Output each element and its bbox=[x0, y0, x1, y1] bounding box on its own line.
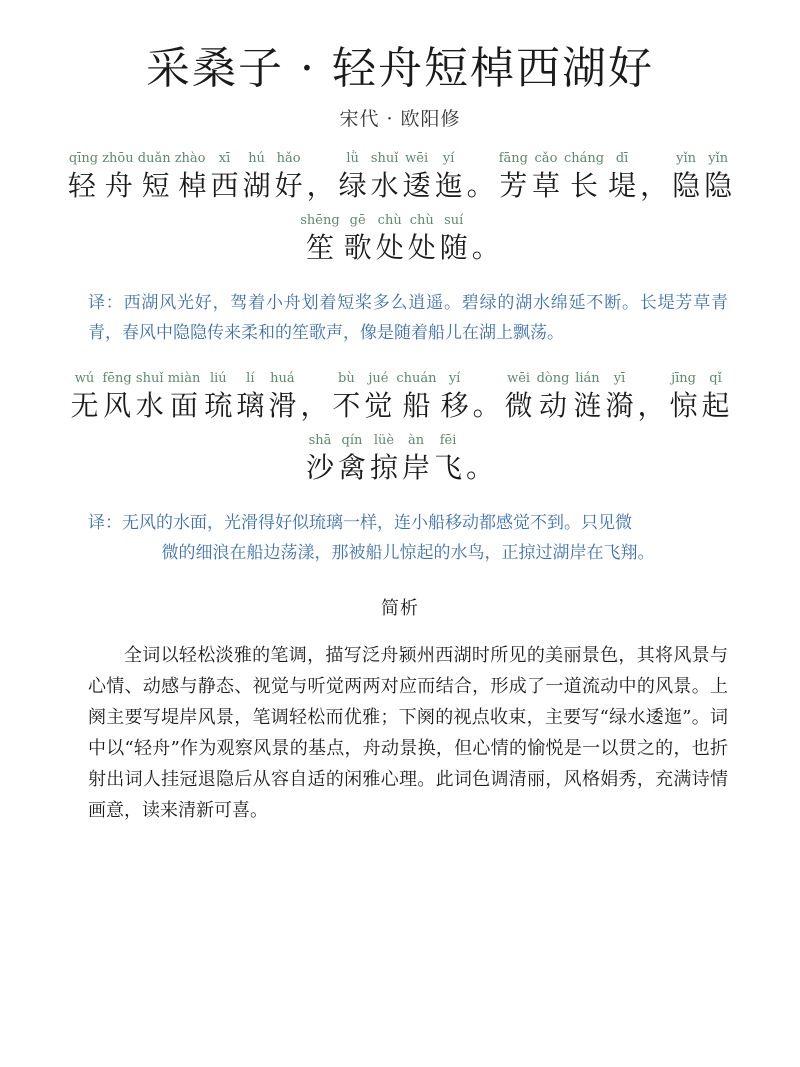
author-line: 宋代 · 欧阳修 bbox=[339, 108, 461, 130]
ruby-segment bbox=[564, 150, 604, 204]
ruby-segment bbox=[499, 150, 528, 204]
pinyin: hǎo bbox=[276, 151, 301, 166]
analysis-body: 全词以轻松淡雅的笔调，描写泛舟颍州西湖时所见的美丽景色，其将风景与心情、动感与静态、视觉与听觉两两对应而结合，形成了一道流动中的风景。上阕主要写堤岸风景，笔调轻松而优雅；下阕的视点收束，主要写“绿水逶迤”。词中以“轻舟”作为观察风景的基点，舟动景换，但心情的愉悦是一以贯之的，也折射出词人挂冠退隐后从容自适的闲雅心理。此词色调清丽，风格娟秀，充满诗情画意，读来清新可喜。 bbox=[88, 645, 728, 821]
ruby-segment bbox=[364, 370, 392, 424]
punctuation: ， bbox=[300, 389, 329, 422]
stanza1-translation: 译：西湖风光好，驾着小舟划着短桨多么逍遥。碧绿的湖水绵延不断。长堤芳草青青，春风中隐隐传来柔和的笙歌声，像是随着船儿在湖上飘荡。 bbox=[88, 293, 728, 343]
ruby-segment bbox=[344, 212, 372, 266]
ruby-row bbox=[0, 150, 800, 204]
pinyin: huá bbox=[270, 371, 295, 386]
ruby-segment bbox=[435, 150, 463, 204]
hanzi: 微 bbox=[504, 389, 533, 422]
punctuation: ， bbox=[306, 169, 335, 202]
ruby-segment bbox=[608, 150, 636, 204]
pinyin: jīng bbox=[671, 371, 696, 386]
hanzi: 禽 bbox=[337, 451, 366, 484]
pinyin: qǐ bbox=[709, 371, 722, 386]
pinyin: shā bbox=[308, 433, 332, 448]
ruby-segment bbox=[441, 370, 469, 424]
ruby-segment bbox=[505, 370, 533, 424]
poem-title: 采桑子 · 轻舟短棹西湖好 bbox=[146, 43, 654, 94]
ruby-segment bbox=[408, 212, 436, 266]
ruby-segment bbox=[243, 150, 271, 204]
ruby-segment bbox=[537, 370, 570, 424]
pinyin: miàn bbox=[167, 371, 201, 386]
hanzi: 轻 舟 短 棹 bbox=[67, 169, 207, 202]
pinyin: bù bbox=[338, 371, 355, 386]
ruby-segment bbox=[306, 432, 334, 486]
ruby-segment bbox=[68, 150, 207, 204]
punctuation: 。 bbox=[471, 231, 500, 264]
ruby-segment bbox=[704, 150, 732, 204]
hanzi: 西 bbox=[210, 169, 239, 202]
pinyin: wú bbox=[74, 371, 95, 386]
pinyin: xī bbox=[218, 151, 231, 166]
hanzi: 涟 bbox=[573, 389, 602, 422]
pinyin: wēi bbox=[405, 151, 429, 166]
pinyin: lüè bbox=[373, 433, 395, 448]
ruby-segment bbox=[672, 150, 700, 204]
pinyin: yí bbox=[448, 371, 461, 386]
ruby-segment bbox=[332, 370, 360, 424]
punctuation: ， bbox=[637, 389, 666, 422]
ruby-row bbox=[0, 432, 800, 486]
stanza1-line2 bbox=[0, 212, 800, 266]
pinyin: suí bbox=[444, 213, 464, 228]
ruby-segment bbox=[605, 370, 633, 424]
hanzi: 掠 bbox=[369, 451, 398, 484]
hanzi: 船 bbox=[402, 389, 431, 422]
hanzi: 风 bbox=[103, 389, 132, 422]
pinyin: cháng bbox=[563, 151, 605, 166]
ruby-row bbox=[0, 370, 800, 424]
pinyin: cǎo bbox=[534, 151, 558, 166]
stanza2-translation-line1: 译：无风的水面，光滑得好似琉璃一样，连小船移动都感觉不到。只见微 bbox=[88, 513, 632, 533]
pinyin: lí bbox=[246, 371, 255, 386]
pinyin: chù bbox=[377, 213, 402, 228]
hanzi: 不 bbox=[332, 389, 361, 422]
ruby-segment bbox=[670, 370, 698, 424]
hanzi: 隐 bbox=[672, 169, 701, 202]
punctuation: ， bbox=[640, 169, 669, 202]
ruby-segment bbox=[204, 370, 232, 424]
hanzi: 面 bbox=[170, 389, 199, 422]
hanzi: 逶 bbox=[402, 169, 431, 202]
ruby-row bbox=[0, 212, 800, 266]
hanzi: 移 bbox=[440, 389, 469, 422]
pinyin: lǜ bbox=[346, 151, 359, 166]
pinyin: fēi bbox=[439, 433, 457, 448]
punctuation: 。 bbox=[472, 389, 501, 422]
hanzi: 随 bbox=[439, 231, 468, 264]
stanza2-line1 bbox=[0, 370, 800, 424]
hanzi: 觉 bbox=[364, 389, 393, 422]
punctuation: 。 bbox=[466, 451, 495, 484]
pinyin: shuǐ bbox=[370, 151, 399, 166]
pinyin: qīng zhōu duǎn zhào bbox=[68, 151, 206, 166]
hanzi: 草 bbox=[531, 169, 560, 202]
hanzi: 起 bbox=[701, 389, 730, 422]
hanzi: 沙 bbox=[305, 451, 334, 484]
hanzi: 岸 bbox=[402, 451, 431, 484]
hanzi: 飞 bbox=[434, 451, 463, 484]
hanzi: 迤 bbox=[434, 169, 463, 202]
pinyin: yǐn bbox=[676, 151, 697, 166]
analysis-heading: 简析 bbox=[381, 598, 419, 619]
pinyin: shuǐ bbox=[135, 371, 164, 386]
ruby-segment bbox=[275, 150, 303, 204]
ruby-segment bbox=[434, 432, 462, 486]
hanzi: 无 bbox=[70, 389, 99, 422]
pinyin: chù bbox=[409, 213, 434, 228]
ruby-segment bbox=[403, 150, 431, 204]
pinyin: yī bbox=[613, 371, 626, 386]
hanzi: 处 bbox=[407, 231, 436, 264]
pinyin: lián bbox=[575, 371, 600, 386]
ruby-segment bbox=[440, 212, 468, 266]
pinyin: hú bbox=[248, 151, 265, 166]
pinyin: gē bbox=[349, 213, 366, 228]
pinyin: liú bbox=[209, 371, 227, 386]
ruby-segment bbox=[702, 370, 730, 424]
pinyin: dòng bbox=[536, 371, 570, 386]
stanza1-line1 bbox=[0, 150, 800, 204]
hanzi: 琉 bbox=[204, 389, 233, 422]
ruby-segment bbox=[136, 370, 164, 424]
hanzi: 好 bbox=[274, 169, 303, 202]
ruby-segment bbox=[236, 370, 264, 424]
ruby-segment bbox=[338, 432, 366, 486]
hanzi: 隐 bbox=[704, 169, 733, 202]
pinyin: àn bbox=[407, 433, 425, 448]
hanzi: 惊 bbox=[669, 389, 698, 422]
hanzi: 璃 bbox=[236, 389, 265, 422]
pinyin: yí bbox=[442, 151, 455, 166]
hanzi: 水 bbox=[370, 169, 399, 202]
ruby-segment bbox=[376, 212, 404, 266]
ruby-segment bbox=[573, 370, 601, 424]
punctuation: 。 bbox=[466, 169, 495, 202]
pinyin: yǐn bbox=[708, 151, 729, 166]
hanzi: 绿 bbox=[338, 169, 367, 202]
pinyin: shēng bbox=[300, 213, 340, 228]
hanzi: 水 bbox=[135, 389, 164, 422]
hanzi: 滑 bbox=[268, 389, 297, 422]
pinyin: dī bbox=[615, 151, 629, 166]
ruby-segment bbox=[396, 370, 436, 424]
stanza2-translation-line2: 微的细浪在船边荡漾，那被船儿惊起的水鸟，正掠过湖岸在飞翔。 bbox=[161, 543, 655, 563]
ruby-segment bbox=[168, 370, 201, 424]
stanza2-translation bbox=[88, 508, 728, 568]
ruby-segment bbox=[268, 370, 296, 424]
ruby-segment bbox=[532, 150, 560, 204]
hanzi: 歌 bbox=[343, 231, 372, 264]
hanzi: 湖 bbox=[242, 169, 271, 202]
hanzi: 长 bbox=[570, 169, 599, 202]
pinyin: wēi bbox=[507, 371, 531, 386]
pinyin: fēng bbox=[102, 371, 132, 386]
pinyin: fāng bbox=[498, 151, 528, 166]
hanzi: 芳 bbox=[499, 169, 528, 202]
ruby-segment bbox=[211, 150, 239, 204]
hanzi: 堤 bbox=[608, 169, 637, 202]
hanzi: 处 bbox=[375, 231, 404, 264]
pinyin: jué bbox=[368, 371, 389, 386]
pinyin: qín bbox=[341, 433, 363, 448]
stanza2-line2 bbox=[0, 432, 800, 486]
hanzi: 笙 bbox=[305, 231, 334, 264]
hanzi: 动 bbox=[539, 389, 568, 422]
hanzi: 漪 bbox=[605, 389, 634, 422]
ruby-segment bbox=[300, 212, 339, 266]
ruby-segment bbox=[70, 370, 98, 424]
ruby-segment bbox=[102, 370, 131, 424]
ruby-segment bbox=[370, 432, 398, 486]
ruby-segment bbox=[371, 150, 399, 204]
ruby-segment bbox=[339, 150, 367, 204]
ruby-segment bbox=[402, 432, 430, 486]
pinyin: chuán bbox=[396, 371, 437, 386]
